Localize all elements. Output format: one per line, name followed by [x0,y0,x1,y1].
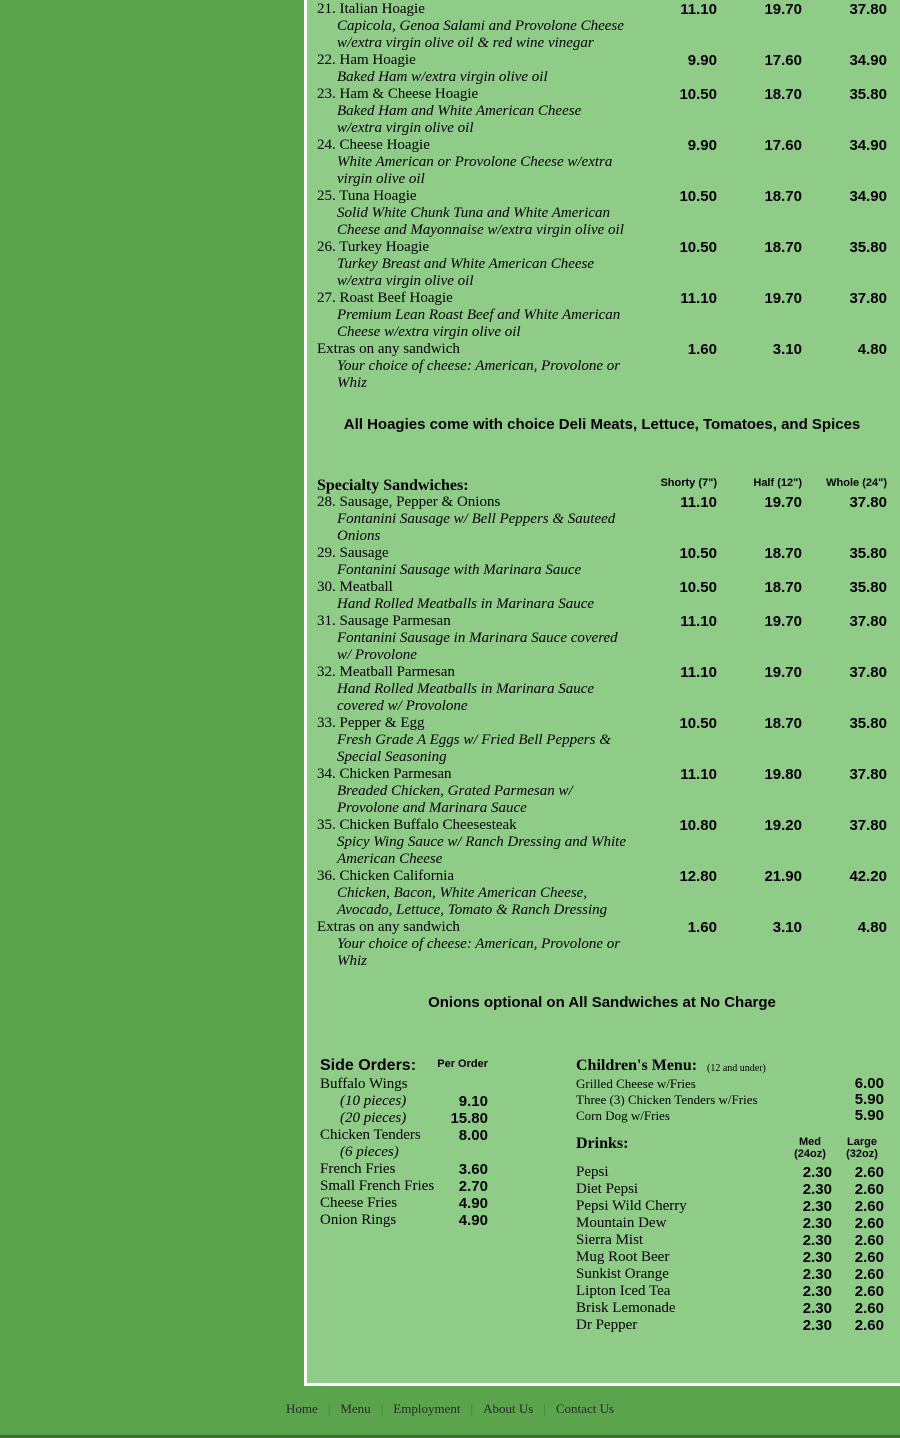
hoagie-price: 35.80 [849,86,887,103]
hoagie-price: 37.80 [849,1,887,18]
drink-price-large: 2.60 [854,1317,884,1334]
specialty-price: 3.10 [772,919,802,936]
specialty-description: Fresh Grade A Eggs w/ Fried Bell Peppers & Special Seasoning [337,732,611,765]
specialty-description: Fontanini Sausage with Marinara Sauce [337,562,582,578]
specialty-name: 33. Pepper & Egg [317,715,425,731]
drink-price-large: 2.60 [854,1215,884,1232]
specialty-price: 37.80 [849,664,887,681]
specialty-name: 36. Chicken California [317,868,455,884]
drink-name: Dr Pepper [576,1317,638,1333]
specialty-price: 37.80 [849,494,887,511]
drink-price-med: 2.30 [802,1283,832,1300]
hoagie-description: Baked Ham and White American Cheese w/extra virgin olive oil [337,103,582,136]
specialty-description: Breaded Chicken, Grated Parmesan w/ Provolone and Marinara Sauce [337,783,573,816]
side-french-fries-price: 3.60 [458,1161,488,1178]
specialty-price: 10.50 [679,715,717,732]
hoagie-price: 4.80 [857,341,887,358]
footer-link-contact-us[interactable]: Contact Us [555,1401,615,1416]
onion-notice: Onions optional on All Sandwiches at No Charge [428,994,776,1011]
drink-price-large: 2.60 [854,1232,884,1249]
specialty-price: 19.70 [764,494,802,511]
drink-price-med: 2.30 [802,1181,832,1198]
hoagie-notice: All Hoagies come with choice Deli Meats, Lettuce, Tomatoes, and Spices [343,416,861,433]
drink-price-med: 2.30 [802,1215,832,1232]
hoagie-price: 17.60 [764,52,802,69]
kids-item-price: 5.90 [854,1091,884,1108]
side-onion-rings: Onion Rings [320,1212,397,1228]
header-half: Half (12") [753,477,802,489]
specialty-price: 37.80 [849,817,887,834]
side-onion-rings-price: 4.90 [458,1212,488,1229]
kids-item-name: Grilled Cheese w/Fries [576,1076,696,1091]
specialty-description: Fontanini Sausage w/ Bell Peppers & Sauteed Onions [337,511,616,544]
drink-name: Mountain Dew [576,1215,667,1231]
hoagie-description: Premium Lean Roast Beef and White American Cheese w/extra virgin olive oil [337,307,621,340]
drink-name: Diet Pepsi [576,1181,639,1197]
hoagie-price: 11.10 [680,290,717,307]
specialty-price: 35.80 [849,579,887,596]
hoagie-description: Turkey Breast and White American Cheese w/extra virgin olive oil [337,256,595,289]
specialty-description: Hand Rolled Meatballs in Marinara Sauce [337,596,595,612]
kids-item-price: 5.90 [854,1107,884,1124]
footer-separator: | [543,1401,546,1416]
specialty-price: 11.10 [680,613,717,630]
specialty-name: 34. Chicken Parmesan [317,766,452,782]
header-whole: Whole (24") [826,477,887,489]
hoagie-name: 26. Turkey Hoagie [317,239,430,255]
specialty-price: 21.90 [764,868,802,885]
drinks-title: Drinks: [576,1135,629,1152]
specialty-price: 19.80 [764,766,802,783]
drink-price-med: 2.30 [802,1317,832,1334]
drink-price-large: 2.60 [854,1198,884,1215]
hoagie-price: 18.70 [764,188,802,205]
hoagie-price: 3.10 [772,341,802,358]
specialty-description: Your choice of cheese: American, Provolone or Whiz [337,936,621,969]
specialty-price: 11.10 [680,494,717,511]
hoagie-price: 18.70 [764,86,802,103]
specialty-description: Hand Rolled Meatballs in Marinara Sauce covered w/ Provolone [337,681,595,714]
specialty-price: 10.50 [679,545,717,562]
specialty-price: 10.80 [679,817,717,834]
specialty-price: 4.80 [857,919,887,936]
drink-price-med: 2.30 [802,1300,832,1317]
hoagie-price: 34.90 [849,137,887,154]
footer-link-home[interactable]: Home [285,1401,318,1416]
hoagie-price: 34.90 [849,188,887,205]
drink-price-large: 2.60 [854,1164,884,1181]
hoagie-description: Your choice of cheese: American, Provolone or Whiz [337,358,621,391]
kids-title: Children's Menu: [576,1057,698,1074]
side-french-fries: French Fries [320,1161,396,1177]
hoagie-name: 25. Tuna Hoagie [317,188,417,204]
side-chicken-tenders: Chicken Tenders [320,1127,421,1143]
hoagie-name: Extras on any sandwich [317,341,460,357]
drink-price-med: 2.30 [802,1249,832,1266]
hoagie-price: 9.90 [687,137,717,154]
hoagie-description: Capicola, Genoa Salami and Provolone Cheese w/extra virgin olive oil & red wine vinegar [337,18,624,51]
drink-name: Sunkist Orange [576,1266,669,1282]
specialty-name: Extras on any sandwich [317,919,460,935]
hoagie-name: 24. Cheese Hoagie [317,137,430,153]
drink-price-large: 2.60 [854,1300,884,1317]
specialty-price: 12.80 [679,868,717,885]
drinks-med-label: Med [799,1136,821,1148]
specialty-price: 19.20 [764,817,802,834]
specialty-name: 28. Sausage, Pepper & Onions [317,494,501,510]
specialty-price: 35.80 [849,545,887,562]
footer-separator: | [380,1401,384,1416]
specialty-price: 11.10 [680,766,717,783]
drink-price-med: 2.30 [802,1164,832,1181]
specialty-price: 18.70 [764,715,802,732]
specialty-price: 19.70 [764,613,802,630]
drink-price-large: 2.60 [854,1249,884,1266]
specialty-title: Specialty Sandwiches: [317,477,469,494]
specialty-name: 35. Chicken Buffalo Cheesesteak [317,817,517,833]
specialty-description: Chicken, Bacon, White American Cheese, Avocado, Lettuce, Tomato & Ranch Dressing [337,885,608,918]
specialty-description: Spicy Wing Sauce w/ Ranch Dressing and White American Cheese [337,834,626,867]
specialty-name: 29. Sausage [317,545,389,561]
drink-name: Sierra Mist [576,1232,644,1248]
hoagie-price: 1.60 [687,341,717,358]
side-cheese-fries-price: 4.90 [458,1195,488,1212]
specialty-price: 10.50 [679,579,717,596]
side-cheese-fries: Cheese Fries [320,1195,398,1211]
drinks-med-size: (24oz) [794,1148,826,1160]
hoagie-price: 17.60 [764,137,802,154]
side-buffalo-10: (10 pieces) [340,1093,407,1109]
kids-item-name: Three (3) Chicken Tenders w/Fries [576,1092,758,1107]
drinks-large-label: Large [847,1136,877,1148]
hoagie-price: 11.10 [680,1,717,18]
drink-price-med: 2.30 [802,1266,832,1283]
specialty-name: 30. Meatball [317,579,393,595]
specialty-price: 1.60 [687,919,717,936]
drink-price-large: 2.60 [854,1283,884,1300]
drink-price-med: 2.30 [802,1198,832,1215]
hoagie-description: White American or Provolone Cheese w/extra virgin olive oil [337,154,613,187]
drink-name: Lipton Iced Tea [576,1283,671,1299]
drink-name: Pepsi [576,1164,609,1180]
side-small-fries: Small French Fries [320,1178,435,1194]
specialty-name: 32. Meatball Parmesan [317,664,455,680]
side-buffalo-wings: Buffalo Wings [320,1076,408,1092]
drink-name: Brisk Lemonade [576,1300,676,1316]
specialty-price: 11.10 [680,664,717,681]
specialty-price: 37.80 [849,613,887,630]
side-chicken-tenders-price: 8.00 [458,1127,488,1144]
drink-price-large: 2.60 [854,1181,884,1198]
hoagie-price: 10.50 [679,188,717,205]
hoagie-price: 18.70 [764,239,802,256]
hoagie-price: 9.90 [687,52,717,69]
specialty-price: 19.70 [764,664,802,681]
hoagie-price: 19.70 [764,290,802,307]
side-buffalo-20-price: 15.80 [450,1110,488,1127]
side-small-fries-price: 2.70 [458,1178,488,1195]
hoagie-name: 21. Italian Hoagie [317,1,425,17]
drink-name: Pepsi Wild Cherry [576,1198,687,1214]
footer-nav [0,1401,900,1417]
specialty-price: 18.70 [764,545,802,562]
drinks-header-med [788,1136,832,1160]
specialty-price: 18.70 [764,579,802,596]
specialty-price: 37.80 [849,766,887,783]
hoagie-name: 22. Ham Hoagie [317,52,416,68]
drinks-large-size: (32oz) [846,1148,878,1160]
drink-price-med: 2.30 [802,1232,832,1249]
header-shorty: Shorty (7") [660,477,717,489]
footer-separator: | [470,1401,474,1416]
hoagie-price: 10.50 [679,239,717,256]
hoagie-description: Solid White Chunk Tuna and White American Cheese and Mayonnaise w/extra virgin olive oil [337,205,624,238]
specialty-description: Fontanini Sausage in Marinara Sauce covered w/ Provolone [337,630,618,663]
hoagie-price: 34.90 [849,52,887,69]
hoagie-name: 23. Ham & Cheese Hoagie [317,86,479,102]
footer-link-about-us[interactable]: About Us [483,1401,534,1416]
footer-link-employment[interactable]: Employment [393,1401,461,1416]
side-buffalo-20: (20 pieces) [340,1110,407,1126]
hoagie-name: 27. Roast Beef Hoagie [317,290,453,306]
hoagie-price: 10.50 [679,86,717,103]
sides-title: Side Orders: [320,1057,417,1074]
hoagie-price: 19.70 [764,1,802,18]
hoagie-description: Baked Ham w/extra virgin olive oil [337,69,548,85]
specialty-price: 42.20 [849,868,887,885]
specialty-name: 31. Sausage Parmesan [317,613,451,629]
footer-link-menu[interactable]: Menu [340,1401,371,1416]
side-buffalo-10-price: 9.10 [458,1093,488,1110]
hoagie-price: 37.80 [849,290,887,307]
kids-item-name: Corn Dog w/Fries [576,1108,670,1123]
drink-price-large: 2.60 [854,1266,884,1283]
specialty-price: 35.80 [849,715,887,732]
drinks-header-large [840,1136,884,1160]
sides-header: Per Order [437,1058,488,1070]
kids-item-price: 6.00 [854,1075,884,1092]
hoagie-price: 35.80 [849,239,887,256]
kids-note: (12 and under) [707,1063,766,1074]
footer-separator: | [327,1401,331,1416]
drink-name: Mug Root Beer [576,1249,670,1265]
side-tenders-pieces: (6 pieces) [340,1144,399,1160]
